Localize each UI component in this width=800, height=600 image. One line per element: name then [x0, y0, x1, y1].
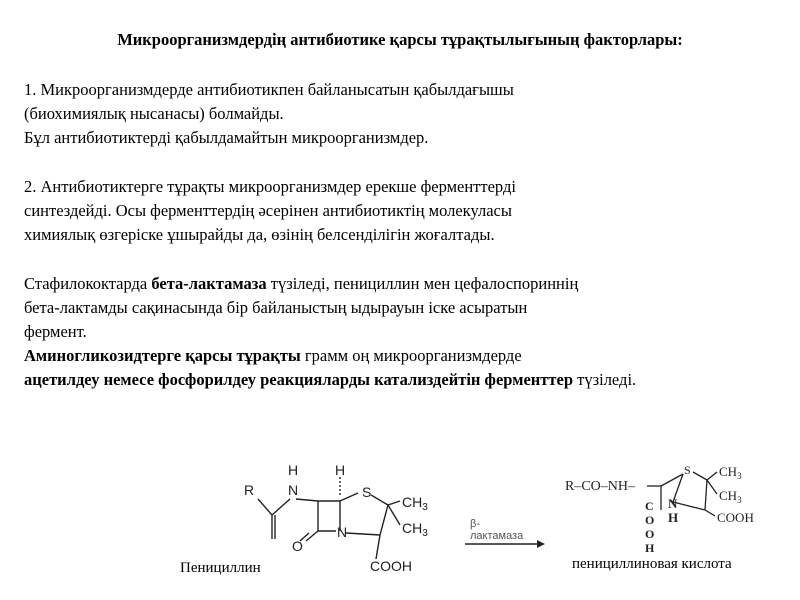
text-line: фермент.	[24, 322, 87, 341]
text-line: Бұл антибиотиктерді қабылдамайтын микроорганизмдер.	[24, 128, 429, 148]
atom-s: S	[684, 463, 691, 477]
atom-o: O	[292, 538, 303, 554]
text-span: Стафилококтарда	[24, 273, 152, 293]
bold-term-beta-lactamase: бета-лактамаза	[151, 273, 267, 293]
atom-o: O	[645, 527, 655, 541]
reaction-arrow	[465, 538, 545, 550]
text-line: синтездейді. Осы ферменттердің әсерінен антибиотиктің молекуласы	[24, 201, 512, 220]
atom-o: O	[645, 513, 655, 527]
atom-r: R	[244, 482, 255, 498]
bold-term-aminoglycoside: Аминогликозидтерге қарсы тұрақты	[24, 346, 301, 366]
arrow-label-line: лактамаза	[470, 530, 524, 542]
group-ch3-subscript: 3	[737, 495, 742, 505]
slide-title: Микроорганизмдердің антибиотике қарсы тұрақтылығының факторлары:	[117, 30, 683, 49]
group-ch3-subscript: 3	[737, 471, 742, 481]
atom-h: H	[668, 510, 679, 525]
penicilloic-acid-structure	[565, 458, 780, 558]
paragraph-3	[24, 272, 784, 393]
group-ch3-text: CH	[402, 520, 423, 536]
penicillin-caption: Пенициллин	[180, 560, 261, 576]
text-line: (биохимиялық нысанасы) болмайды.	[24, 104, 284, 124]
group-ch3-subscript: 3	[422, 502, 428, 513]
penicilloic-acid-caption: пенициллиновая кислота	[572, 556, 732, 572]
atom-s: S	[362, 484, 372, 500]
atom-n: N	[668, 496, 678, 511]
text-line	[24, 272, 784, 296]
text-span: түзіледі, пенициллин мен цефалоспориннің	[266, 273, 579, 293]
group-ch3	[719, 488, 742, 505]
text-span: грамм оң микроорганизмдерде	[300, 346, 522, 366]
text-line: химиялық өзгеріске ұшырайды да, өзінің белсенділігін жоғалтады.	[24, 225, 495, 245]
group-ch3	[402, 520, 428, 539]
text-line	[24, 344, 784, 368]
atom-n: N	[288, 482, 299, 498]
group-ch3-text: CH	[719, 464, 738, 479]
group-ch3	[402, 494, 428, 513]
atom-n: N	[337, 524, 348, 540]
formula-start: R–CO–NH–	[565, 479, 636, 494]
group-ch3	[719, 464, 742, 481]
group-cooh: COOH	[370, 558, 412, 574]
arrow-label-line: β-	[470, 518, 480, 530]
group-ch3-text: CH	[719, 488, 738, 503]
paragraph-1	[24, 78, 784, 151]
text-line	[24, 368, 784, 392]
body-text	[24, 78, 784, 393]
text-line: 1. Микроорганизмдерде антибиотикпен байланысатын қабылдағышы	[24, 80, 514, 99]
group-cooh: COOH	[717, 510, 754, 525]
atom-c: C	[645, 499, 654, 513]
atom-h: H	[288, 462, 299, 478]
text-span: түзіледі.	[573, 370, 637, 390]
bold-term-enzymes: ацетилдеу немесе фосфорилдеу реакцияларды катализдейтін ферменттер	[24, 370, 574, 390]
text-line: 2. Антибиотиктерге тұрақты микроорганизмдер ерекше ферменттерді	[24, 176, 516, 196]
group-ch3-subscript: 3	[422, 528, 428, 539]
paragraph-2	[24, 175, 784, 248]
group-ch3-text: CH	[402, 494, 423, 510]
atom-h: H	[335, 462, 346, 478]
text-line: бета-лактамды сақинасында бір байланыстың ыдырауын іске асыратын	[24, 297, 528, 317]
atom-h: H	[645, 541, 655, 555]
